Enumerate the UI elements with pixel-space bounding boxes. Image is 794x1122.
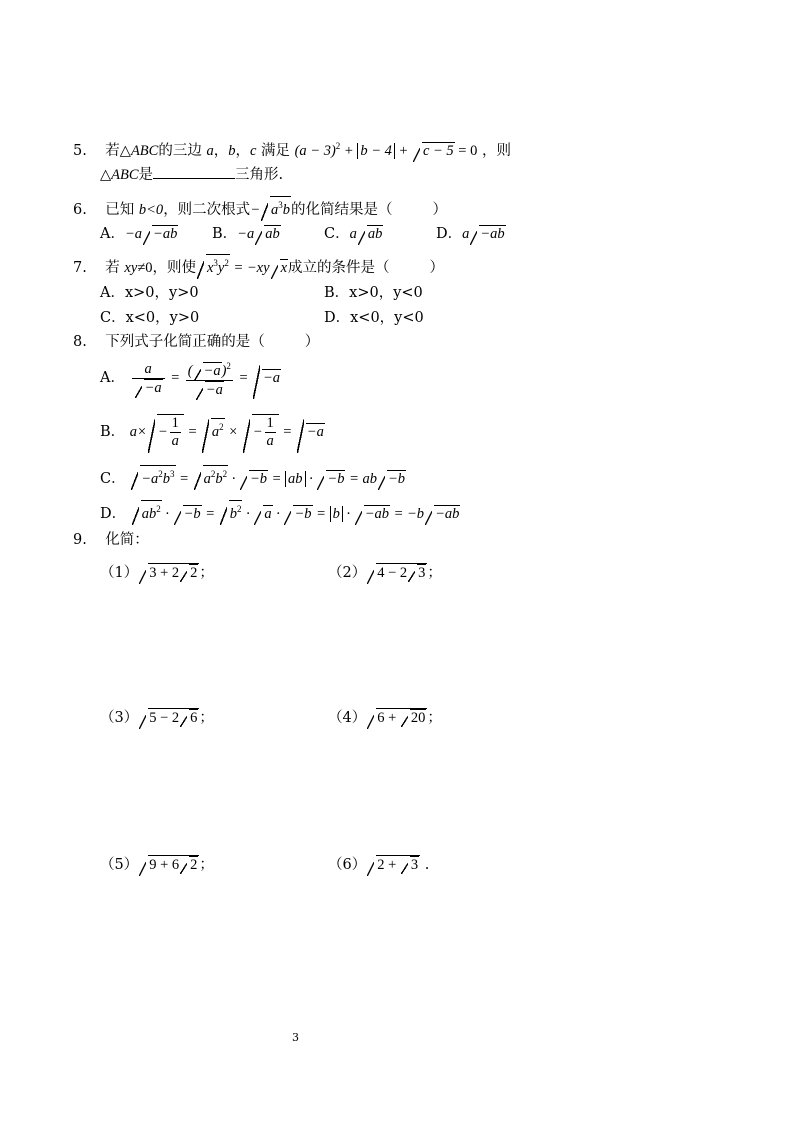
- q8-option-c[interactable]: C． $-a^2b^3 = a^2b^2 \cdot -b$ = ab · −b = ab −b: [100, 465, 406, 489]
- q5-text-c: 满足: [260, 142, 290, 159]
- q8-option-b[interactable]: B． a× − $\frac{1}{a}$ = $a^2$ × − $\frac{1}{a}$ = −a: [100, 412, 325, 452]
- q5-abc: ABC: [130, 142, 159, 159]
- q5-abc-2: ABC: [111, 167, 139, 183]
- q6-text-c: 的化简结果是（: [290, 201, 393, 218]
- q5-sides: a: [206, 142, 214, 159]
- q6-radical: − $a^3b$: [250, 202, 291, 218]
- q6-number: 6.: [73, 201, 87, 218]
- question-6-options: [100, 224, 178, 244]
- q9-item-6: （6） 2 + 3 .: [328, 857, 430, 873]
- question-5-line-2: △ABC是 三角形.: [100, 164, 283, 185]
- q7-number: 7.: [73, 259, 87, 276]
- q7-cond: xy≠0: [124, 259, 153, 276]
- q6-close: ）: [432, 201, 447, 218]
- q9-number: 9.: [73, 532, 87, 548]
- q8-option-d[interactable]: D． $ab^2 \cdot -b = b^2 \cdot a \cdot -b = b \cdot -ab = -b -ab$: [100, 500, 460, 524]
- q9-item-2: （2） 4 − 2 3 ；: [328, 565, 442, 581]
- q6-option-d[interactable]: D．a −ab: [436, 226, 505, 242]
- q6-text-b: ，则二次根式: [163, 201, 251, 218]
- q7-equation: $x^3y^2 = -xy$ x: [196, 260, 288, 276]
- q6-option-a[interactable]: A．−a −ab: [100, 226, 178, 242]
- q6-option-c[interactable]: C．a ab: [324, 226, 383, 242]
- q5-equation: $(a - 3)^2 + b - 4 + c - 5 = 0$: [294, 141, 478, 159]
- q8-text: 下列式子化简正确的是（: [105, 334, 265, 350]
- q8-option-a[interactable]: A． $\frac{a}{-a}$ = $\frac{( -a)^2}{-a}$ = −a: [100, 358, 281, 399]
- q5-line2-text: 是: [138, 167, 154, 183]
- q6-text-a: 已知: [105, 201, 135, 218]
- q5-text-b: 的三边: [158, 142, 202, 159]
- q5-number: 5.: [73, 142, 87, 159]
- q7-option-b[interactable]: B．x>0，y<0: [324, 285, 423, 301]
- q9-text: 化简：: [105, 532, 149, 548]
- q8-close: ）: [304, 334, 320, 350]
- q9-item-4: （4） 6 + 20 ；: [328, 710, 442, 726]
- q7-text-b: ，则使: [152, 259, 196, 276]
- q5-line2-end: 三角形.: [235, 167, 284, 183]
- q7-option-a[interactable]: A．x>0，y>0: [100, 285, 199, 301]
- q9-item-5: （5） 9 + 6 2 ；: [100, 857, 214, 873]
- question-7: [73, 254, 444, 278]
- q5-text-a: 若△: [105, 142, 131, 159]
- q7-close: ）: [429, 259, 444, 276]
- q5-answer-blank[interactable]: [153, 164, 235, 179]
- q7-text-a: 若: [105, 259, 120, 276]
- q7-option-c[interactable]: C．x<0，y>0: [100, 310, 200, 326]
- question-5: 5. 若△ABC的三边 a，b，c 满足 $(a - 3)^2 + b - 4 + c - 5 = 0$ ，则: [73, 141, 511, 159]
- question-8: [73, 332, 319, 352]
- question-6: [73, 196, 447, 220]
- page-number: 3: [292, 1031, 299, 1044]
- q7-option-d[interactable]: D．x<0，y<0: [324, 310, 424, 326]
- q6-option-b[interactable]: B．−a ab: [212, 226, 280, 242]
- q6-cond: b<0: [138, 201, 164, 218]
- q5-tail: ，则: [481, 142, 511, 159]
- q9-item-3: （3） 5 − 2 6 ；: [100, 710, 214, 726]
- q7-text-c: 成立的条件是（: [288, 259, 390, 276]
- question-9: [73, 530, 149, 550]
- q8-number: 8.: [73, 334, 87, 350]
- q9-item-1: （1） 3 + 2 2 ；: [100, 565, 214, 581]
